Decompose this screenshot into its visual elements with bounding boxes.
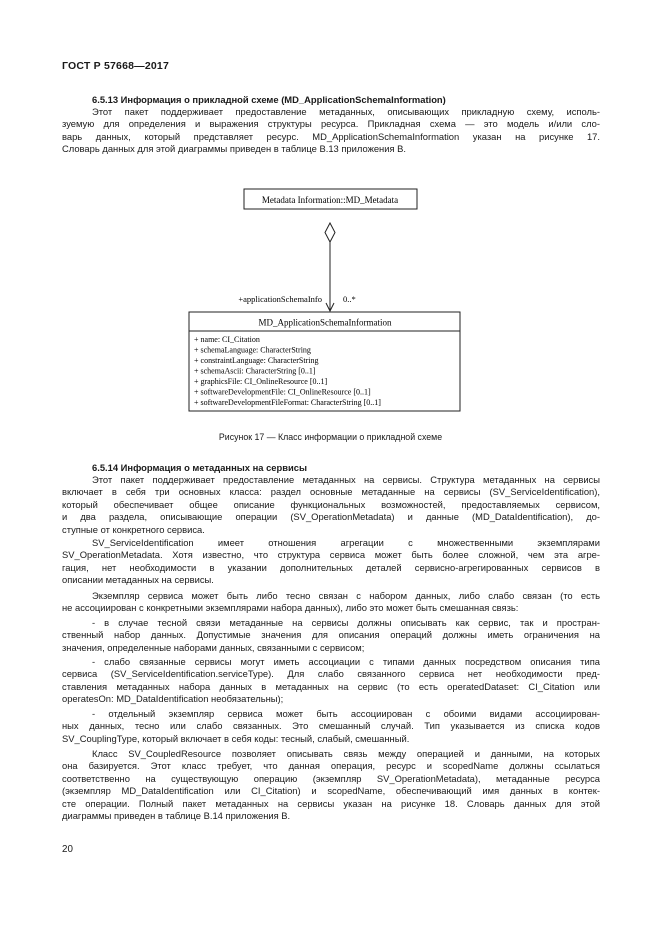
text-line: Этот пакет поддерживает предоставление метаданных на сервисы. Структура метаданных на сервисы (92, 474, 600, 485)
list-item-mixed-coupling (62, 708, 600, 745)
text-line: (экземпляр MD_DataIdentification или CI_Citation) и scopedName, обеспечивающий имя данных в контек- (62, 785, 600, 797)
text-line: ставления метаданных набора данных в метаданных на сервис (то есть operatedDataset: CI_Citation или (62, 680, 600, 692)
class-attribute: + graphicsFile: CI_OnlineResource [0..1] (194, 377, 328, 386)
list-item-tight-coupling (62, 617, 600, 654)
text-line: Класс SV_CoupledResource позволяет описывать связь между операцией и данными, на которых (92, 748, 600, 759)
association-role: +applicationSchemaInfo (238, 294, 322, 304)
document-header: ГОСТ Р 57668—2017 (62, 60, 170, 72)
section-heading-6-5-13: 6.5.13 Информация о прикладной схеме (MD_ApplicationSchemaInformation) (92, 94, 446, 105)
section-heading-6-5-14: 6.5.14 Информация о метаданных на сервисы (92, 462, 307, 473)
text-line: и два раздела, описывающие операции (SV_OperationMetadata) и данные (MD_DataIdentification), до- (62, 511, 600, 523)
text-line: значения, определенные наборами данных, связанными с сервисом; (62, 641, 365, 653)
list-item-loose-coupling (62, 656, 600, 706)
text-line: описании метаданных на сервисы. (62, 574, 214, 586)
class-attribute: + schemaLanguage: CharacterString (194, 345, 311, 355)
figure-caption: Рисунок 17 — Класс информации о прикладной схеме (218, 432, 443, 442)
class-attribute: + softwareDevelopmentFileFormat: CharacterString [0..1] (194, 398, 381, 407)
text-line: диаграммы приведен в таблице В.14 приложения В. (62, 810, 291, 822)
class-attribute: + schemaAscii: CharacterString [0..1] (194, 366, 316, 376)
page-number: 20 (62, 844, 73, 855)
text-line: сервиса (SV_ServiceIdentification.serviceType). Для слабо связанного сервиса нет необходимости пред- (62, 668, 600, 680)
text-line: Этот пакет поддерживает предоставление метаданных, описывающих прикладную схему, исполь- (92, 106, 600, 117)
text-line: включает в себя три основных класса: раздел основные метаданные на сервисы (SV_ServiceIdentification), (62, 486, 600, 498)
text-line: сте операции. Полный пакет метаданных на сервисы указан на рисунке 18. Словарь данных для этой (62, 797, 600, 809)
text-line: ных данных, тесно или слабо связанных. Это смешанный случай. Тип указывается из списка кодов (62, 720, 600, 732)
class-attribute: + softwareDevelopmentFile: CI_OnlineResource [0..1] (194, 387, 371, 397)
aggregation-diamond-icon (325, 223, 335, 242)
text-line: ственный набор данных. Допустимые значения для описания операций должны иметь ограничения на (62, 629, 600, 641)
text-line: operatesOn: MD_DataIdentification необязательны); (62, 693, 284, 705)
text-line: - в случае тесной связи метаданные на сервисы должны описывать как сервис, так и простран- (92, 617, 600, 628)
text-line: не ассоциирован с конкретными экземплярами набора данных), либо это может быть смешанная связь: (62, 602, 519, 614)
text-line: варь данных, который представляет ресурс. MD_ApplicationSchemaInformation указан на рисунке 17. (62, 130, 600, 142)
association-multiplicity: 0..* (343, 294, 356, 304)
class-attribute: + name: CI_Citation (194, 335, 260, 344)
paragraph-services-intro (62, 474, 600, 536)
paragraph-coupled-resource (62, 748, 600, 822)
text-line: Экземпляр сервиса может быть либо тесно связан с набором данных, либо слабо связан (то есть (92, 590, 600, 601)
md-metadata-class-name: Metadata Information::MD_Metadata (261, 195, 399, 205)
text-line: - отдельный экземпляр сервиса может быть ассоциирован с обоими видами ассоциирован- (92, 708, 600, 719)
paragraph-service-instance (62, 590, 600, 615)
text-line: соответственно на существующую операцию (экземпляр SV_OperationMetadata), метаданные ресурса (62, 772, 600, 784)
text-line: SV_ServiceIdentification имеет отношения агрегации с множественными экземплярами (92, 537, 600, 548)
class-attribute: + constraintLanguage: CharacterString (194, 356, 319, 365)
paragraph-service-identification (62, 537, 600, 587)
text-line: зуемую для определения и выражения структуры ресурса. Прикладная схема — это модель и/или сло- (62, 118, 600, 130)
text-line: SV_OperationMetadata. Хотя известно, что структура сервиса может быть более сложной, чем эта агре- (62, 549, 600, 561)
text-line: Словарь данных для этой диаграммы приведен в таблице В.13 приложения В. (62, 143, 407, 155)
text-line: она базируется. Этот класс требует, что данная операция, ресурс и scopedName должны ссылаться (62, 760, 600, 772)
text-line: гация, нет необходимости в указании дополнительных деталей сервисно-агрегированных сервисов в (62, 561, 600, 573)
text-line: SV_CouplingType, который включает в себя коды: тесный, слабый, смешанный. (62, 732, 410, 744)
text-line: ступные от конкретного сервиса. (62, 523, 205, 535)
text-line: - слабо связанные сервисы могут иметь ассоциации с типами данных посредством описания типа (92, 656, 600, 667)
text-line: который обеспечивает общее описание функциональных возможностей, предоставляемых сервисом, (62, 498, 600, 510)
application-schema-class-name: MD_ApplicationSchemaInformation (258, 317, 392, 328)
